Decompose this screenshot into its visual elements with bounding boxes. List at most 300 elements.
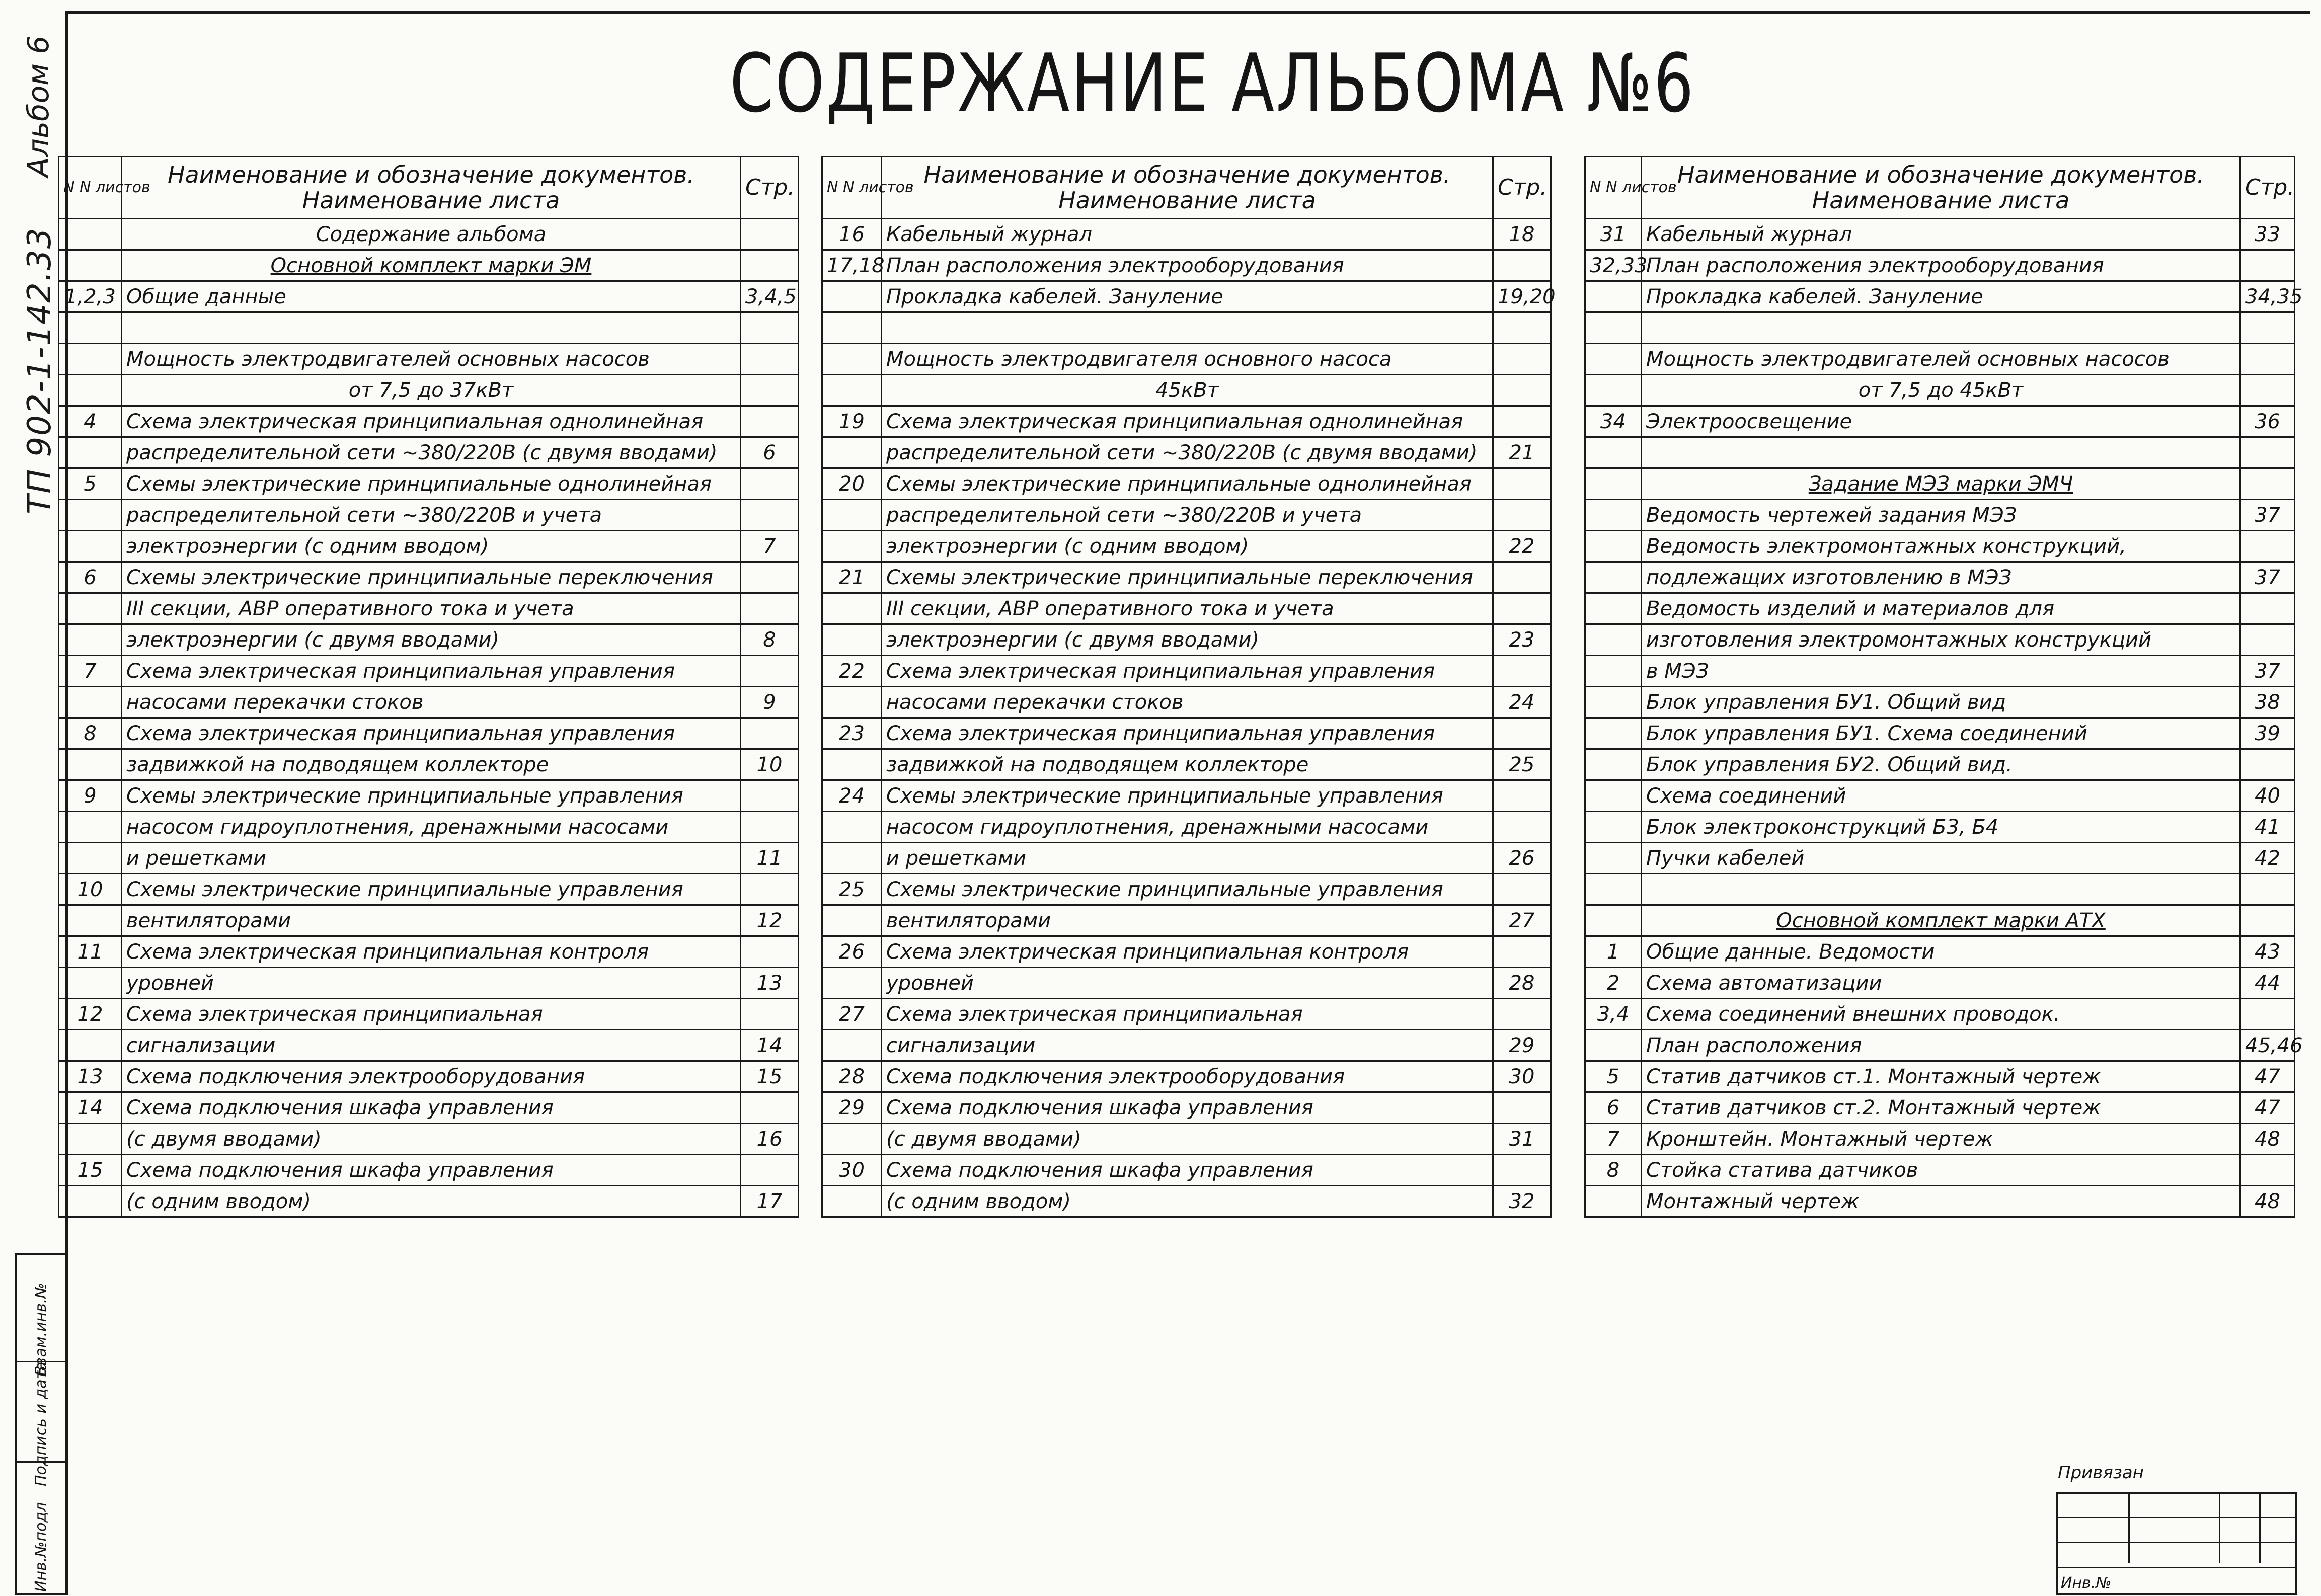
- sheet-number: [822, 437, 882, 468]
- page-number: [741, 406, 799, 437]
- sheet-title: Схемы электрические принципиальные однолинейная: [882, 468, 1493, 500]
- sheet-title: Схема электрическая принципиальная управления: [882, 656, 1493, 687]
- sheet-title: насосами перекачки стоков: [122, 687, 741, 718]
- header-num: N N листов: [822, 157, 882, 219]
- sheet-title: Схема подключения электрооборудования: [122, 1061, 741, 1092]
- table-row: [1585, 780, 2295, 812]
- sheet-title: от 7,5 до 37кВт: [122, 375, 741, 406]
- sheet-number: [1585, 281, 1642, 312]
- page-number: [2240, 375, 2295, 406]
- sheet-number: 26: [822, 936, 882, 968]
- sheet-title: Схема электрическая принципиальная: [122, 999, 741, 1030]
- page-number: 23: [1493, 624, 1551, 656]
- sheet-number: [59, 843, 122, 874]
- table-row: [1585, 687, 2295, 718]
- table-row: [822, 500, 1551, 531]
- page-number: 42: [2240, 843, 2295, 874]
- sheet-number: 21: [822, 562, 882, 593]
- sheet-number: [59, 905, 122, 936]
- table-row: [1585, 624, 2295, 656]
- header-page: Стр.: [1493, 157, 1551, 219]
- table-row: [822, 312, 1551, 344]
- table-row: [1585, 812, 2295, 843]
- sheet-title: Схема соединений: [1642, 780, 2240, 812]
- sheet-number: [59, 968, 122, 999]
- sheet-title: [1642, 312, 2240, 344]
- table-row: [59, 312, 799, 344]
- table-row: [822, 562, 1551, 593]
- sheet-number: 22: [822, 656, 882, 687]
- table-row: [822, 749, 1551, 780]
- sheet-number: [59, 1030, 122, 1061]
- page-number: [1493, 312, 1551, 344]
- page-number: [741, 656, 799, 687]
- table-row: [822, 531, 1551, 562]
- header-page: Стр.: [2240, 157, 2295, 219]
- table-row: [822, 687, 1551, 718]
- table-row: [1585, 1124, 2295, 1155]
- sheet-title: Прокладка кабелей. Зануление: [882, 281, 1493, 312]
- table-row: [1585, 250, 2295, 281]
- sheet-number: [822, 812, 882, 843]
- page-number: [741, 780, 799, 812]
- sheet-title: электроэнергии (с одним вводом): [882, 531, 1493, 562]
- sheet-title: III секции, АВР оперативного тока и учета: [882, 593, 1493, 624]
- sheet-number: 25: [822, 874, 882, 905]
- sheet-number: [1585, 656, 1642, 687]
- sheet-number: 13: [59, 1061, 122, 1092]
- page-number: [741, 562, 799, 593]
- page-number: [741, 874, 799, 905]
- sheet-title: Мощность электродвигателей основных насосов: [122, 344, 741, 375]
- sheet-number: 6: [59, 562, 122, 593]
- table-header: [822, 157, 1551, 219]
- page-number: 45,46: [2240, 1030, 2295, 1061]
- sheet-number: [822, 843, 882, 874]
- page-number: [2240, 749, 2295, 780]
- page-number: [1493, 1155, 1551, 1186]
- sheet-title: Пучки кабелей: [1642, 843, 2240, 874]
- table-row: [59, 624, 799, 656]
- table-row: [1585, 1030, 2295, 1061]
- sheet-number: [59, 250, 122, 281]
- table-row: [59, 375, 799, 406]
- table-row: [822, 406, 1551, 437]
- sheet-title: и решетками: [122, 843, 741, 874]
- table-row: [1585, 406, 2295, 437]
- sheet-number: 4: [59, 406, 122, 437]
- table-row: [822, 874, 1551, 905]
- sheet-number: 7: [59, 656, 122, 687]
- page-number: [1493, 656, 1551, 687]
- table-row: [1585, 1155, 2295, 1186]
- sheet-number: 28: [822, 1061, 882, 1092]
- page-number: 47: [2240, 1061, 2295, 1092]
- sheet-title: План расположения электрооборудования: [1642, 250, 2240, 281]
- sheet-number: [59, 375, 122, 406]
- document-code: ТП 902-1-142.33: [21, 227, 58, 514]
- page-number: [1493, 375, 1551, 406]
- page-number: [2240, 531, 2295, 562]
- header-page: Стр.: [741, 157, 799, 219]
- sheet-number: [59, 687, 122, 718]
- table-row: [822, 344, 1551, 375]
- page-number: 38: [2240, 687, 2295, 718]
- table-row: [59, 718, 799, 749]
- page-number: 7: [741, 531, 799, 562]
- sheet-title: [1642, 437, 2240, 468]
- sheet-title: Схема электрическая принципиальная контроля: [882, 936, 1493, 968]
- title-block-inv-label: Инв.№: [2061, 1574, 2112, 1592]
- sheet-number: [59, 219, 122, 250]
- sheet-title: Стойка статива датчиков: [1642, 1155, 2240, 1186]
- sheet-number: 8: [59, 718, 122, 749]
- sheet-title: Схема подключения электрооборудования: [882, 1061, 1493, 1092]
- page-number: [1493, 593, 1551, 624]
- page-number: 22: [1493, 531, 1551, 562]
- page-number: 40: [2240, 780, 2295, 812]
- sheet-number: 9: [59, 780, 122, 812]
- table-row: [1585, 843, 2295, 874]
- sheet-title: III секции, АВР оперативного тока и учета: [122, 593, 741, 624]
- page-title: СОДЕРЖАНИЕ АЛЬБОМА №6: [730, 36, 1695, 130]
- sheet-title: Статив датчиков ст.1. Монтажный чертеж: [1642, 1061, 2240, 1092]
- sheet-title: уровней: [122, 968, 741, 999]
- sheet-title: План расположения: [1642, 1030, 2240, 1061]
- title-block-label: Привязан: [2058, 1463, 2144, 1483]
- page-number: [2240, 468, 2295, 500]
- page-number: [1493, 406, 1551, 437]
- sheet-title: Ведомость изделий и материалов для: [1642, 593, 2240, 624]
- table-row: [59, 344, 799, 375]
- table-row: [822, 780, 1551, 812]
- sheet-title: Электроосвещение: [1642, 406, 2240, 437]
- header-name: Наименование и обозначение документов. Наименование листа: [1642, 157, 2240, 219]
- sheet-title: насосом гидроуплотнения, дренажными насосами: [882, 812, 1493, 843]
- page-number: [2240, 593, 2295, 624]
- sheet-title: Основной комплект марки ЭМ: [122, 250, 741, 281]
- table-row: [822, 250, 1551, 281]
- sheet-title: вентиляторами: [122, 905, 741, 936]
- table-row: [1585, 437, 2295, 468]
- page-number: [1493, 718, 1551, 749]
- table-row: [1585, 312, 2295, 344]
- table-row: [59, 250, 799, 281]
- sheet-number: [822, 1030, 882, 1061]
- table-body: [1585, 219, 2303, 1217]
- table-row: [822, 843, 1551, 874]
- sheet-title: распределительной сети ~380/220В (с двумя вводами): [882, 437, 1493, 468]
- table-row: [822, 219, 1551, 250]
- sheet-title: Блок управления БУ2. Общий вид.: [1642, 749, 2240, 780]
- page-number: 18: [1493, 219, 1551, 250]
- sheet-title: Схема электрическая принципиальная контроля: [122, 936, 741, 968]
- sheet-number: [1585, 718, 1642, 749]
- sheet-number: [59, 749, 122, 780]
- sheet-title: Схемы электрические принципиальные переключения: [882, 562, 1493, 593]
- sheet-title: Блок управления БУ1. Схема соединений: [1642, 718, 2240, 749]
- table-row: [822, 1030, 1551, 1061]
- contents-table-3: [1584, 156, 2303, 1218]
- sheet-number: [1585, 562, 1642, 593]
- page-number: 25: [1493, 749, 1551, 780]
- sheet-title: Содержание альбома: [122, 219, 741, 250]
- sheet-title: Схема подключения шкафа управления: [882, 1092, 1493, 1124]
- table-row: [1585, 936, 2295, 968]
- table-row: [59, 968, 799, 999]
- sheet-number: [1585, 749, 1642, 780]
- sheet-title: Схема электрическая принципиальная управления: [122, 656, 741, 687]
- sheet-number: [822, 375, 882, 406]
- sheet-title: от 7,5 до 45кВт: [1642, 375, 2240, 406]
- table-row: [822, 812, 1551, 843]
- page-number: 48: [2240, 1186, 2295, 1217]
- contents-table-2: [821, 156, 1556, 1218]
- page-number: 27: [1493, 905, 1551, 936]
- page-number: 34,35: [2240, 281, 2295, 312]
- sheet-number: [822, 1124, 882, 1155]
- page-number: [741, 375, 799, 406]
- page-number: [741, 468, 799, 500]
- sheet-number: [59, 812, 122, 843]
- table-row: [1585, 1186, 2295, 1217]
- table-row: [59, 1186, 799, 1217]
- page-number: 30: [1493, 1061, 1551, 1092]
- sheet-title: подлежащих изготовлению в МЭЗ: [1642, 562, 2240, 593]
- table-row: [59, 656, 799, 687]
- table-row: [822, 905, 1551, 936]
- page-number: [2240, 437, 2295, 468]
- sheet-title: Схемы электрические принципиальные управления: [882, 874, 1493, 905]
- page-number: 37: [2240, 562, 2295, 593]
- sheet-title: Схемы электрические принципиальные управления: [122, 780, 741, 812]
- page-number: [1493, 1092, 1551, 1124]
- page-number: [741, 1092, 799, 1124]
- table-row: [1585, 562, 2295, 593]
- sheet-number: [1585, 874, 1642, 905]
- table-row: [1585, 656, 2295, 687]
- sheet-title: Схема электрическая принципиальная: [882, 999, 1493, 1030]
- page-number: [1493, 344, 1551, 375]
- sheet-title: Кабельный журнал: [882, 219, 1493, 250]
- table-row: [1585, 999, 2295, 1030]
- sheet-number: [1585, 531, 1642, 562]
- page-number: 33: [2240, 219, 2295, 250]
- sheet-title: задвижкой на подводящем коллекторе: [122, 749, 741, 780]
- page-number: [1493, 250, 1551, 281]
- sheet-number: 30: [822, 1155, 882, 1186]
- table-body: [59, 219, 799, 1217]
- sheet-number: 27: [822, 999, 882, 1030]
- sheet-number: [1585, 843, 1642, 874]
- table-row: [59, 780, 799, 812]
- page-number: [741, 344, 799, 375]
- table-row: [59, 1124, 799, 1155]
- table-row: [1585, 375, 2295, 406]
- sheet-number: 23: [822, 718, 882, 749]
- page-number: [2240, 1155, 2295, 1186]
- sheet-number: [822, 624, 882, 656]
- sheet-title: Схема электрическая принципиальная однолинейная: [882, 406, 1493, 437]
- sheet-number: 29: [822, 1092, 882, 1124]
- sheet-number: 34: [1585, 406, 1642, 437]
- page-number: [2240, 999, 2295, 1030]
- table-row: [822, 437, 1551, 468]
- page-number: [1493, 468, 1551, 500]
- page-number: 21: [1493, 437, 1551, 468]
- sheet-title: (с двумя вводами): [882, 1124, 1493, 1155]
- table-row: [59, 1030, 799, 1061]
- table-row: [1585, 968, 2295, 999]
- table-row: [59, 936, 799, 968]
- header-name: Наименование и обозначение документов. Наименование листа: [882, 157, 1493, 219]
- page-number: [741, 1155, 799, 1186]
- sheet-number: [822, 905, 882, 936]
- page-number: [741, 812, 799, 843]
- table-row: [1585, 718, 2295, 749]
- sheet-title: Кабельный журнал: [1642, 219, 2240, 250]
- sheet-number: [59, 500, 122, 531]
- sheet-number: [822, 593, 882, 624]
- table-row: [59, 219, 799, 250]
- sheet-title: распределительной сети ~380/220В и учета: [122, 500, 741, 531]
- sheet-title: Общие данные: [122, 281, 741, 312]
- page-number: 16: [741, 1124, 799, 1155]
- page-number: [2240, 344, 2295, 375]
- table-row: [822, 1186, 1551, 1217]
- stamp-label-inv: Инв.№подл: [32, 1502, 50, 1592]
- page-number: 3,4,5: [741, 281, 799, 312]
- sheet-number: [822, 281, 882, 312]
- approval-stamp: [15, 1253, 68, 1595]
- album-label: Альбом 6: [21, 35, 55, 177]
- sheet-title: Схема электрическая принципиальная управления: [122, 718, 741, 749]
- table-row: [59, 281, 799, 312]
- table-row: [822, 281, 1551, 312]
- sheet-title: вентиляторами: [882, 905, 1493, 936]
- sheet-title: задвижкой на подводящем коллекторе: [882, 749, 1493, 780]
- sheet-number: [59, 593, 122, 624]
- sheet-number: 24: [822, 780, 882, 812]
- sheet-title: Ведомость чертежей задания МЭЗ: [1642, 500, 2240, 531]
- sheet-title: Схема соединений внешних проводок.: [1642, 999, 2240, 1030]
- table-row: [59, 874, 799, 905]
- sheet-number: [1585, 312, 1642, 344]
- title-block: [2056, 1462, 2297, 1595]
- table-row: [822, 1092, 1551, 1124]
- header-name: Наименование и обозначение документов. Наименование листа: [122, 157, 741, 219]
- table-row: [822, 968, 1551, 999]
- sheet-number: [1585, 375, 1642, 406]
- sheet-title: Общие данные. Ведомости: [1642, 936, 2240, 968]
- sheet-number: [59, 437, 122, 468]
- sheet-title: в МЭЗ: [1642, 656, 2240, 687]
- table-row: [822, 593, 1551, 624]
- page-number: [1493, 500, 1551, 531]
- table-row: [59, 1061, 799, 1092]
- page-number: 43: [2240, 936, 2295, 968]
- table-row: [59, 749, 799, 780]
- page-number: 28: [1493, 968, 1551, 999]
- page-number: [741, 219, 799, 250]
- sheet-title: (с одним вводом): [122, 1186, 741, 1217]
- sheet-number: 17,18: [822, 250, 882, 281]
- sheet-title: Схемы электрические принципиальные переключения: [122, 562, 741, 593]
- sheet-title: Схемы электрические принципиальные управления: [882, 780, 1493, 812]
- page-number: [741, 312, 799, 344]
- sheet-number: [1585, 500, 1642, 531]
- table-row: [1585, 500, 2295, 531]
- table-row: [59, 687, 799, 718]
- sheet-number: [822, 531, 882, 562]
- table-row: [822, 999, 1551, 1030]
- sheet-number: 12: [59, 999, 122, 1030]
- sheet-number: 31: [1585, 219, 1642, 250]
- table-row: [59, 406, 799, 437]
- sheet-title: распределительной сети ~380/220В (с двумя вводами): [122, 437, 741, 468]
- sheet-title: Схемы электрические принципиальные управления: [122, 874, 741, 905]
- page-number: 10: [741, 749, 799, 780]
- page-number: [1493, 812, 1551, 843]
- sheet-number: [822, 687, 882, 718]
- sheet-title: сигнализации: [882, 1030, 1493, 1061]
- sheet-number: [59, 312, 122, 344]
- sheet-number: [822, 344, 882, 375]
- sheet-number: 1,2,3: [59, 281, 122, 312]
- page-number: 14: [741, 1030, 799, 1061]
- page-number: [1493, 999, 1551, 1030]
- page-number: 12: [741, 905, 799, 936]
- sheet-title: [1642, 874, 2240, 905]
- page-number: 41: [2240, 812, 2295, 843]
- page-number: [1493, 936, 1551, 968]
- page-number: 29: [1493, 1030, 1551, 1061]
- table-row: [822, 375, 1551, 406]
- sheet-title: План расположения электрооборудования: [882, 250, 1493, 281]
- sheet-title: 45кВт: [882, 375, 1493, 406]
- sheet-number: [1585, 593, 1642, 624]
- page-number: 15: [741, 1061, 799, 1092]
- sheet-number: 5: [1585, 1061, 1642, 1092]
- table-row: [59, 437, 799, 468]
- sheet-title: [122, 312, 741, 344]
- sheet-title: (с одним вводом): [882, 1186, 1493, 1217]
- table-row: [822, 1155, 1551, 1186]
- page-number: [741, 718, 799, 749]
- table-row: [1585, 468, 2295, 500]
- sheet-title: и решетками: [882, 843, 1493, 874]
- table-row: [1585, 593, 2295, 624]
- page-number: [1493, 562, 1551, 593]
- table-row: [59, 562, 799, 593]
- table-row: [822, 1061, 1551, 1092]
- sheet-number: [822, 312, 882, 344]
- page-number: [2240, 250, 2295, 281]
- page-number: 48: [2240, 1124, 2295, 1155]
- sheet-title: насосами перекачки стоков: [882, 687, 1493, 718]
- sheet-title: сигнализации: [122, 1030, 741, 1061]
- sheet-title: Мощность электродвигателей основных насосов: [1642, 344, 2240, 375]
- stamp-label-replace: Взам.инв.№: [32, 1283, 50, 1376]
- table-row: [1585, 344, 2295, 375]
- table-row: [822, 656, 1551, 687]
- sheet-title: Схема подключения шкафа управления: [122, 1092, 741, 1124]
- sheet-title: уровней: [882, 968, 1493, 999]
- sheet-number: 14: [59, 1092, 122, 1124]
- sheet-title: распределительной сети ~380/220В и учета: [882, 500, 1493, 531]
- page-number: 36: [2240, 406, 2295, 437]
- table-row: [59, 531, 799, 562]
